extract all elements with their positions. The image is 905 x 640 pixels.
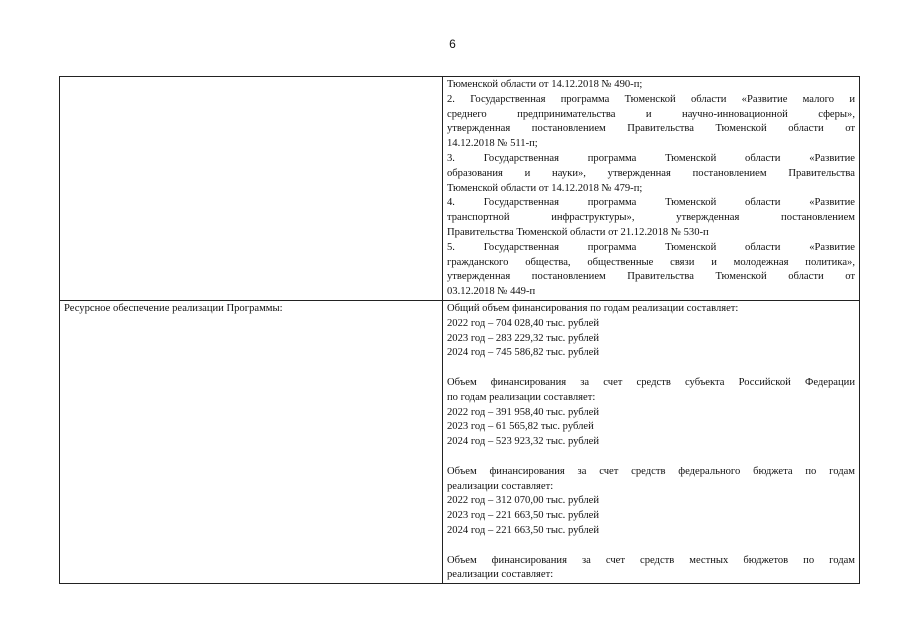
- text-line: 5. Государственная программа Тюменской области «Развитие: [447, 241, 855, 253]
- text-line: среднего предпринимательства и научно-инновационной сферы»,: [447, 108, 855, 120]
- text-line: 14.12.2018 № 511-п;: [447, 138, 538, 150]
- program-passport-table: [59, 76, 860, 584]
- page-number: 6: [449, 37, 456, 51]
- text-line: Тюменской области от 14.12.2018 № 479-п;: [447, 182, 643, 194]
- text-line: 2022 год – 704 028,40 тыс. рублей: [447, 317, 600, 329]
- text-line: 2024 год – 221 663,50 тыс. рублей: [447, 524, 600, 536]
- text-line: 2. Государственная программа Тюменской области «Развитие малого и: [447, 93, 855, 105]
- text-line: 2023 год – 283 229,32 тыс. рублей: [447, 332, 600, 344]
- text-line: утвержденная постановлением Правительства Тюменской области от: [447, 123, 855, 135]
- text-line: 2024 год – 523 923,32 тыс. рублей: [447, 436, 600, 448]
- local-funding-block: [447, 554, 855, 584]
- text-line: транспортной инфраструктуры», утвержденная постановлением: [447, 212, 855, 224]
- row-label-cell: [60, 77, 443, 301]
- text-line: 03.12.2018 № 449-п: [447, 286, 536, 298]
- related-programs-text: [447, 78, 855, 300]
- text-line: утвержденная постановлением Правительства Тюменской области от: [447, 271, 855, 283]
- text-line: Тюменской области от 14.12.2018 № 490-п;: [447, 79, 643, 90]
- paragraph-gap: [447, 361, 855, 376]
- regional-funding-block: [447, 376, 855, 450]
- federal-funding-block: [447, 465, 855, 539]
- text-line: 3. Государственная программа Тюменской области «Развитие: [447, 152, 855, 164]
- table-row: [60, 77, 860, 301]
- related-programs-cell: [443, 77, 860, 301]
- resource-provision-label: Ресурсное обеспечение реализации Программы:: [60, 300, 443, 583]
- paragraph-gap: [447, 450, 855, 465]
- text-line: Объем финансирования за счет средств субъекта Российской Федерации: [447, 376, 855, 388]
- text-line: образования и науки», утвержденная постановлением Правительства: [447, 167, 855, 179]
- text-line: Объем финансирования за счет средств федерального бюджета по годам: [447, 465, 855, 477]
- table-row: [60, 300, 860, 583]
- text-line: 2022 год – 391 958,40 тыс. рублей: [447, 406, 600, 418]
- text-line: реализации составляет:: [447, 480, 554, 492]
- text-line: 2023 год – 61 565,82 тыс. рублей: [447, 421, 594, 433]
- total-funding-block: [447, 302, 855, 361]
- text-line: 2023 год – 221 663,50 тыс. рублей: [447, 510, 600, 522]
- text-line: Общий объем финансирования по годам реализации составляет:: [447, 302, 739, 314]
- text-line: гражданского общества, общественные связи и молодежная политика»,: [447, 256, 855, 268]
- text-line: 4. Государственная программа Тюменской области «Развитие: [447, 197, 855, 209]
- text-line: по годам реализации составляет:: [447, 391, 596, 403]
- text-line: Правительства Тюменской области от 21.12.2018 № 530-п: [447, 226, 709, 238]
- paragraph-gap: [447, 539, 855, 554]
- text-line: Объем финансирования за счет средств местных бюджетов по годам: [447, 554, 855, 566]
- resource-provision-cell: [443, 300, 860, 583]
- text-line: 2022 год – 312 070,00 тыс. рублей: [447, 495, 600, 507]
- text-line: 2024 год – 745 586,82 тыс. рублей: [447, 347, 600, 359]
- text-line: реализации составляет:: [447, 569, 554, 581]
